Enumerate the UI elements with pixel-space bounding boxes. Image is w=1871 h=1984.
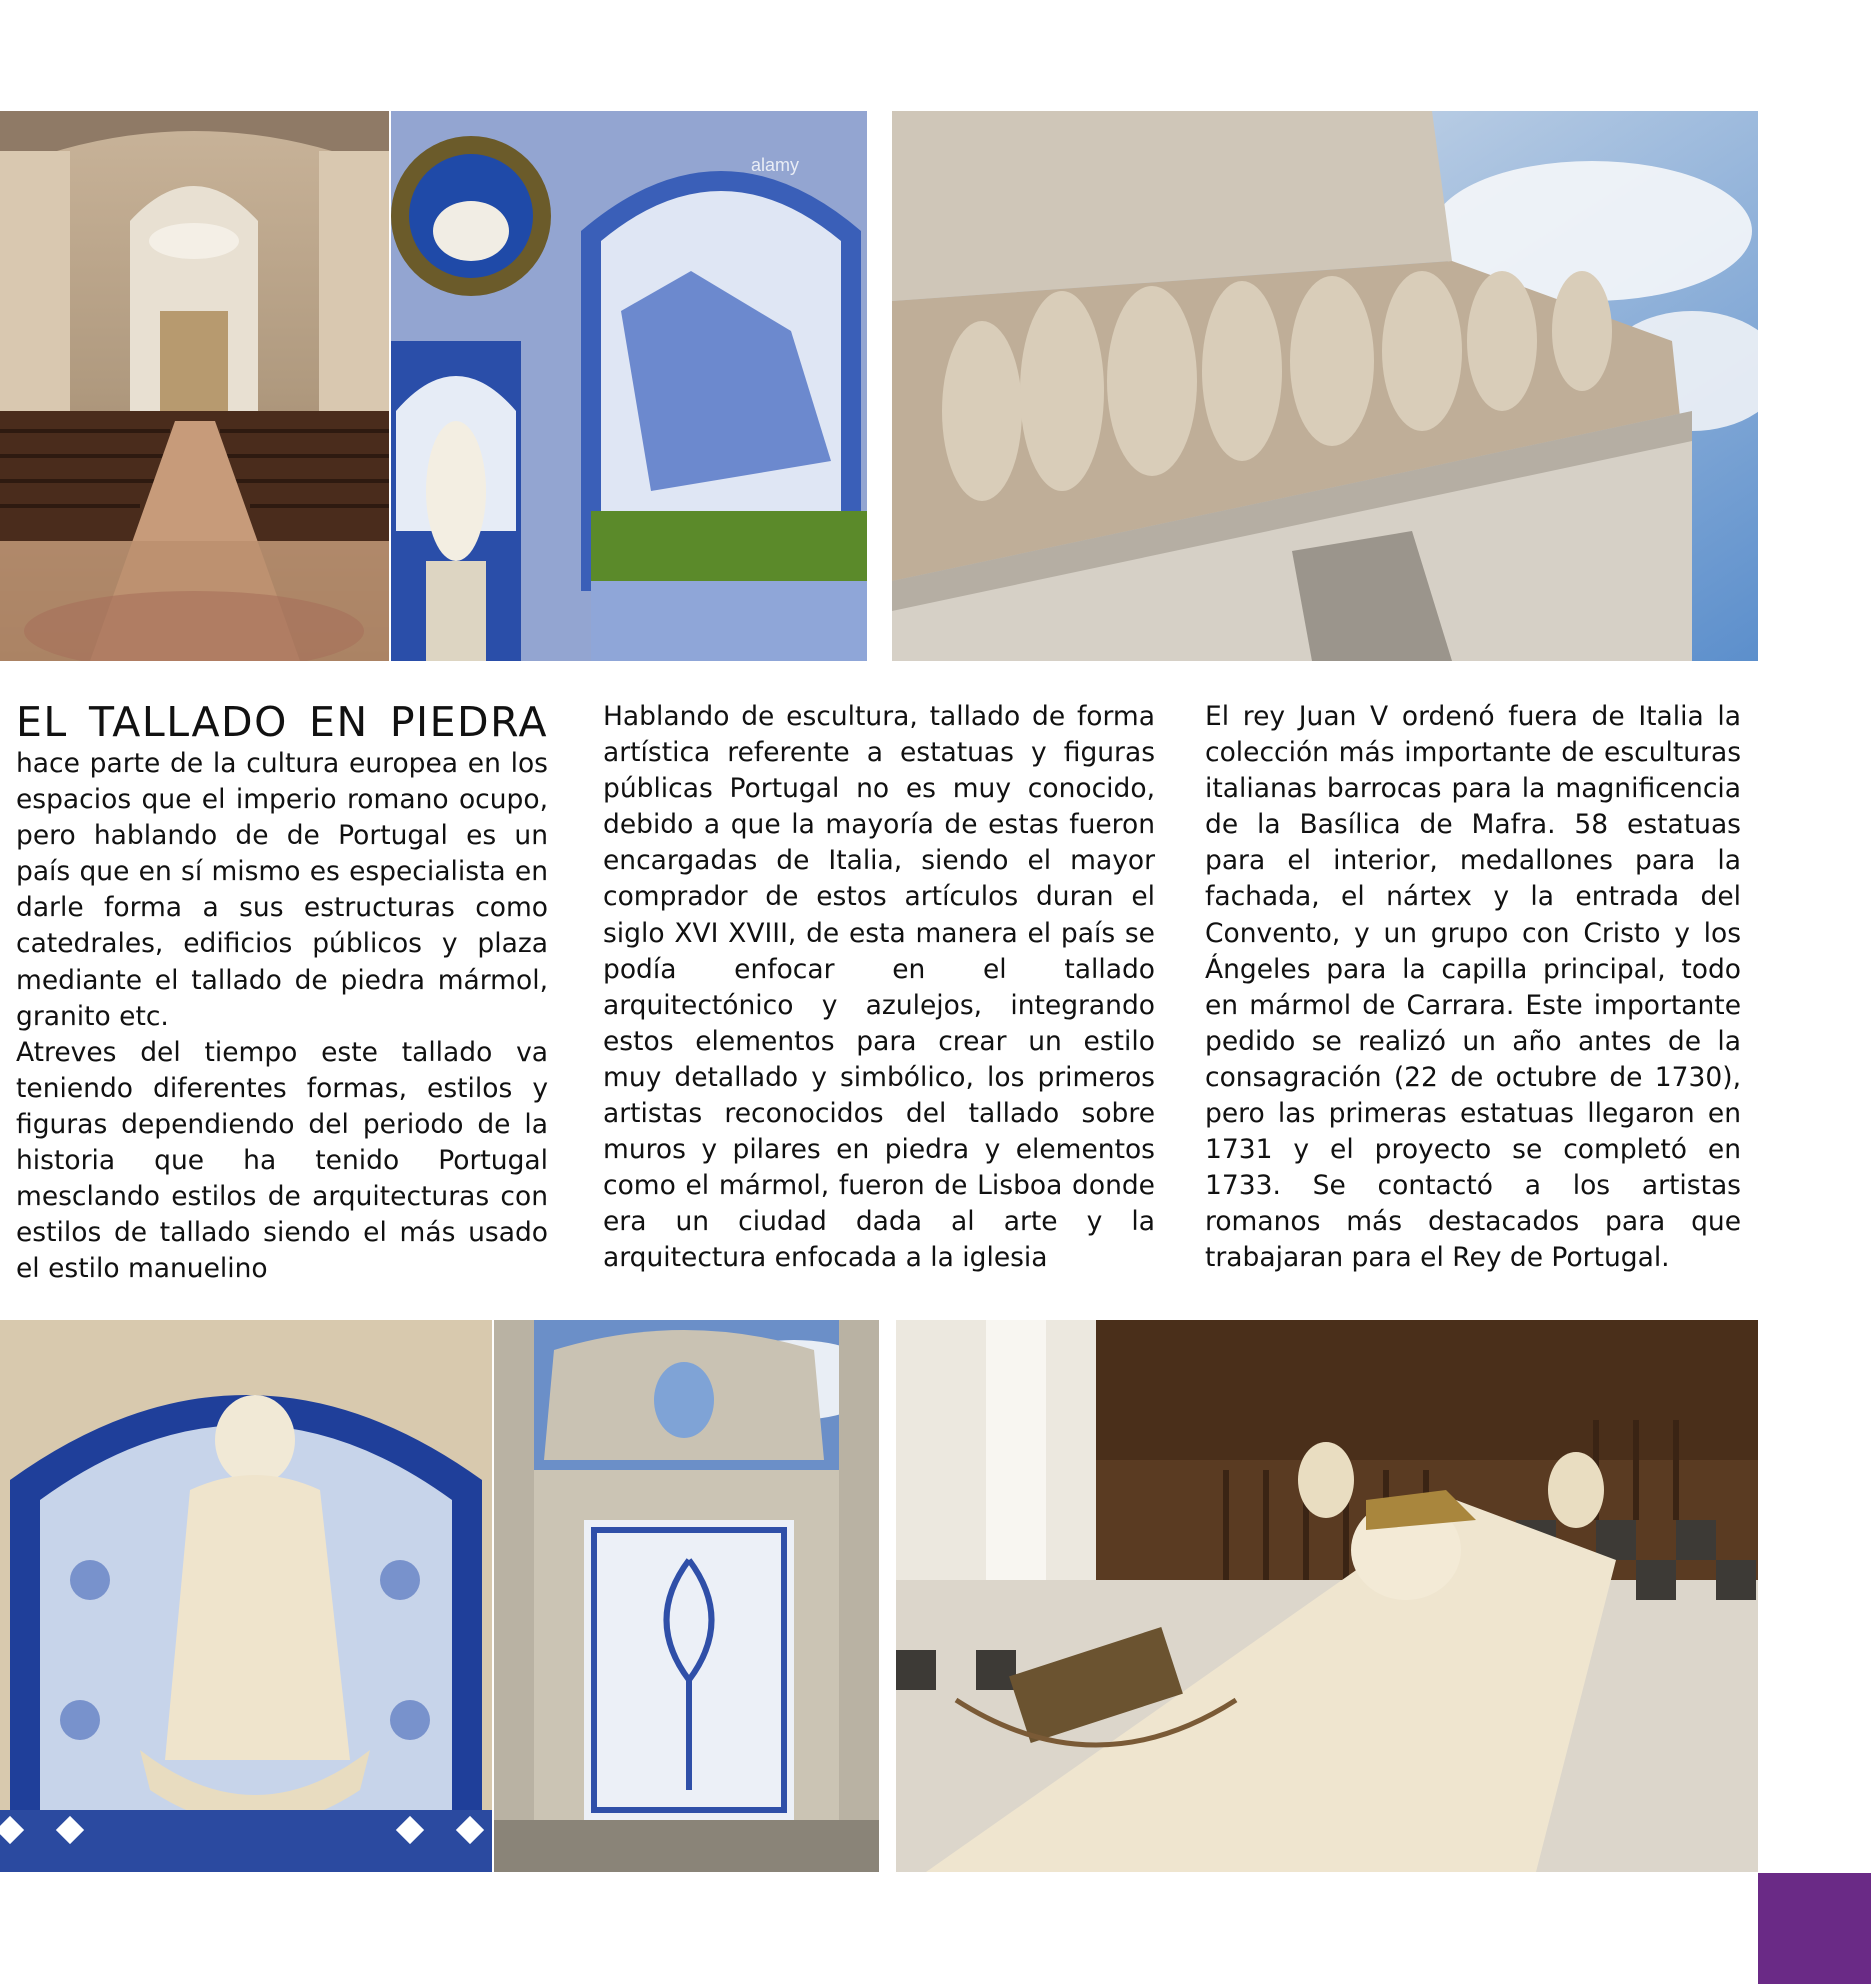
svg-text:alamy: alamy — [751, 155, 800, 175]
marble-fountain-statue-photo — [0, 1320, 492, 1872]
column-3-paragraph: El rey Juan V ordenó fuera de Italia la colección más importante de esculturas italianas barrocas para la magnificencia de la Basílica de Mafra. 58 estatuas para el interior, medallones para la fachada, el nártex y la entrada del Convento, y un grupo con Cristo y los Ángeles para la capilla principal, todo en mármol de Carrara. Este importante pedido se realizó un año antes de la consagración (22 de octubre de 1730), pero las primeras estatuas llegaron en 1731 y el proyecto se completó en 1733. Se contactó a los artistas romanos más destacados para que trabajaran para el Rey de Portugal. — [1205, 701, 1741, 1274]
azulejo-chapel-photo — [391, 111, 867, 661]
article-heading: EL TALLADO EN PIEDRA — [16, 698, 548, 746]
marble-tomb-effigy-photo — [896, 1320, 1758, 1872]
article-column-3 — [1205, 699, 1741, 1277]
basilica-nave-photo — [0, 111, 389, 661]
accent-corner-block — [1758, 1873, 1871, 1984]
column-1-second-paragraph: Atreves del tiempo este tallado va teniendo diferentes formas, estilos y figuras dependiendo del periodo de la historia que ha tenido Portugal mesclando estilos de arquitecturas con estilos de tallado siendo el más usado el estilo manuelino — [16, 1036, 548, 1285]
article-column-1 — [16, 699, 548, 1287]
column-1-intro-paragraph: hace parte de la cultura europea en los espacios que el imperio romano ocupo, pero hablando de de Portugal es un país que en sí mismo es especialista en darle forma a sus estructuras como catedrales, edificios públicos y plaza mediante el tallado de piedra mármol, granito etc. — [16, 748, 548, 1032]
column-2-paragraph: Hablando de escultura, tallado de forma artística referente a estatuas y figuras públicas Portugal no es muy conocido, debido a que la mayoría de estas fueron encargadas de Italia, siendo el mayor comprador de estos artículos duran el siglo XVI XVIII, de esta manera el país se podía enfocar en el tallado arquitectónico y azulejos, integrando estos elementos para crear un estilo muy detallado y simbólico, los primeros artistas reconocidos del tallado sobre muros y pilares en piedra y elementos como el mármol, fueron de Lisboa donde era un ciudad dada al arte y la arquitectura enfocada a la iglesia — [603, 701, 1155, 1274]
padrao-dos-descobrimentos-photo — [892, 111, 1758, 661]
azulejo-pillars-photo — [494, 1320, 879, 1872]
article-column-2 — [603, 699, 1155, 1277]
